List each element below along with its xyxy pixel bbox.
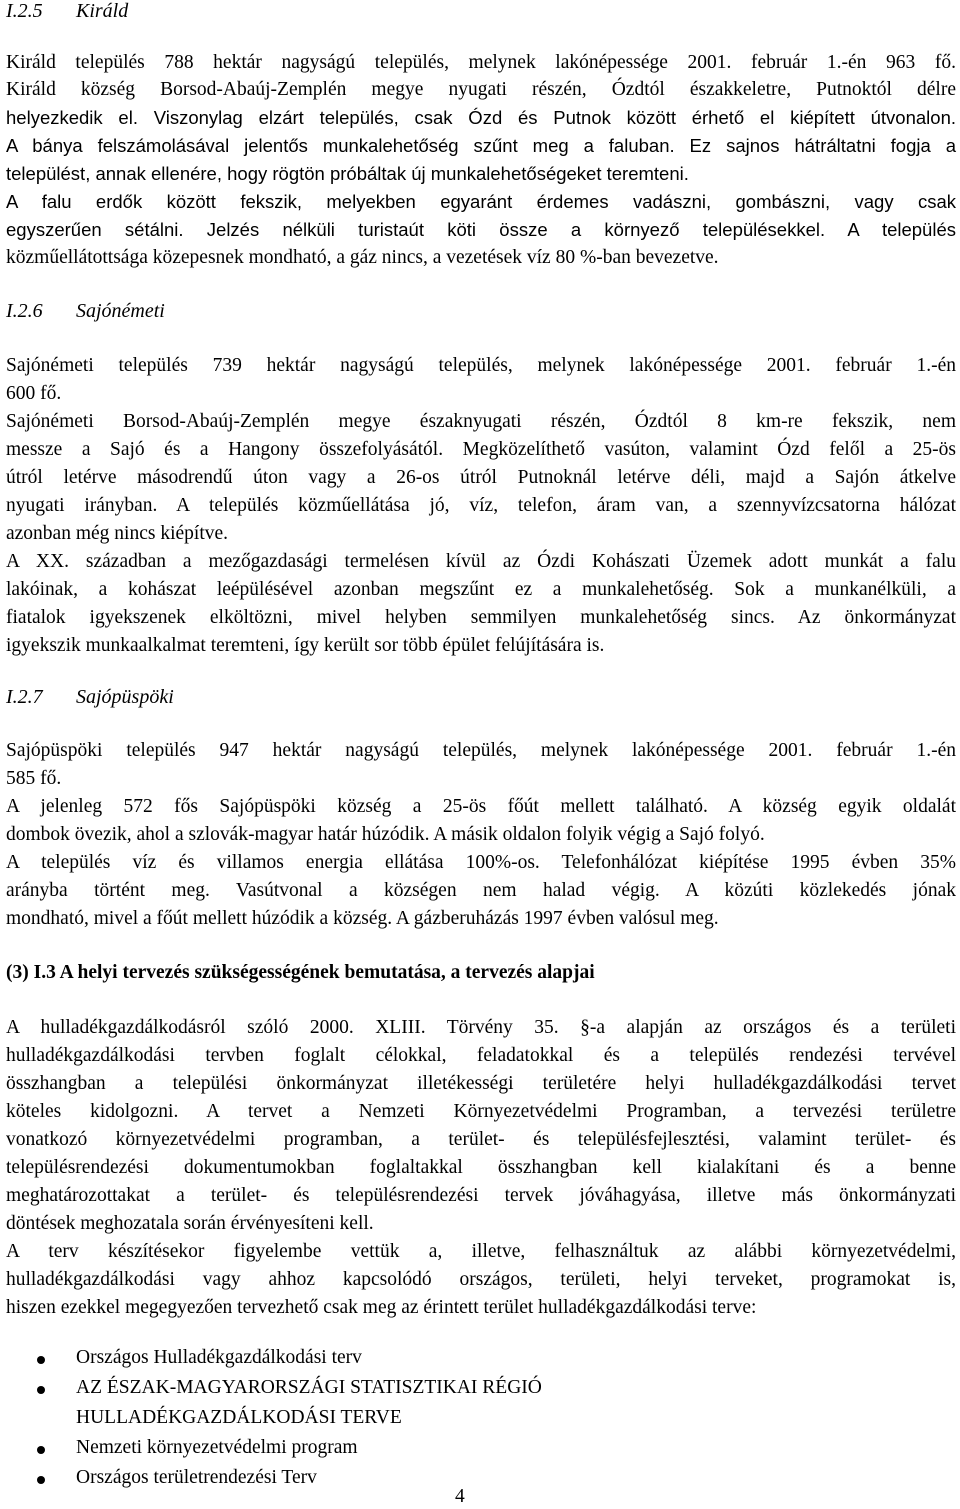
paragraph-line: hulladékgazdálkodási tervben foglalt célokkal, feladatokkal és a település rendezési tervével [6,1045,956,1066]
paragraph-line: A XX. században a mezőgazdasági termelésen kívül az Ózdi Kohászati Üzemek adott munkát a falu [6,551,956,572]
paragraph-line: Sajónémeti település 739 hektár nagyságú település, melynek lakónépessége 2001. február 1.-én [6,355,956,376]
paragraph-line: A falu erdők között fekszik, melyekben egyaránt érdemes vadászni, gombászni, vagy csak [6,191,956,212]
paragraph-line: közműellátottsága közepesnek mondható, a gáz nincs, a vezetések víz 80 %-ban bevezetve. [6,247,719,268]
paragraph-line: 585 fő. [6,768,62,789]
paragraph-line: vonatkozó környezetvédelmi programban, a terület- és településfejlesztési, valamint terület- és [6,1129,956,1150]
section-number: I.2.5 [6,0,43,22]
paragraph-line: lakóinak, a kohászat leépülésével azonban megszűnt ez a munkalehetőség. Sok a munkanélküli, a [6,579,956,600]
section-title: Királd [76,0,129,22]
bullet-icon [37,1446,45,1454]
bullet-icon [37,1356,45,1364]
list-item-text: Nemzeti környezetvédelmi program [76,1437,358,1458]
paragraph-line: Királd település 788 hektár nagyságú település, melynek lakónépessége 2001. február 1.-én 963 fő. [6,52,956,73]
paragraph-line: Királd község Borsod-Abaúj-Zemplén megye nyugati részén, Ózdtól északkeletre, Putnoktól délre [6,79,956,100]
paragraph-line: egyszerűen sétálni. Jelzés nélküli turistaút köti össze a környező településekkel. A település [6,219,956,240]
paragraph-line: azonban még nincs kiépítve. [6,523,229,544]
paragraph-line: Sajónémeti Borsod-Abaúj-Zemplén megye északnyugati részén, Ózdtól 8 km-re fekszik, nem [6,411,956,432]
list-item-text: Országos területrendezési Terv [76,1467,317,1488]
bullet-icon [37,1476,45,1484]
paragraph-line: döntések meghozatala során érvényesíteni kell. [6,1213,374,1234]
list-item [0,1377,542,1407]
section-number: I.2.6 [6,300,43,322]
plans-bullet-list [0,1347,542,1497]
section-title: Sajópüspöki [76,686,174,708]
list-item-text: Országos Hulladékgazdálkodási terv [76,1347,362,1368]
list-item-text: AZ ÉSZAK-MAGYARORSZÁGI STATISZTIKAI RÉGIÓ [76,1377,542,1398]
paragraph-line: igyekszik munkaalkalmat teremteni, így került sor több épület felújítására is. [6,635,605,656]
section-heading-sajopuspoki [6,686,174,709]
paragraph-line: nyugati irányban. A település közműellátása jó, víz, telefon, áram van, a szennyvízcsatorna hálózat [6,495,956,516]
list-item [0,1347,542,1377]
list-item [0,1407,542,1437]
paragraph-line: A település víz és villamos energia ellátása 100%-os. Telefonhálózat kiépítése 1995 évben 35% [6,852,956,873]
paragraph-line: köteles kidolgozni. A tervet a Nemzeti Környezetvédelmi Programban, a tervezési területre [6,1101,956,1122]
paragraph-line: hulladékgazdálkodási vagy ahhoz kapcsolódó országos, területi, helyi terveket, programokat is, [6,1269,956,1290]
list-item [0,1437,542,1467]
paragraph-line: arányba történt meg. Vasútvonal a községen nem halad végig. A közúti közlekedés jónak [6,880,956,901]
paragraph-line: útról letérve másodrendű úton vagy a 26-os útról Putnoknál letérve déli, majd a Sajón átkelve [6,467,956,488]
paragraph-line: településrendezési dokumentumokban foglaltakkal összhangban kell kialakítani és a benne [6,1157,956,1178]
paragraph-line: A terv készítésekor figyelembe vettük a, illetve, felhasználtuk az alábbi környezetvédelmi, [6,1241,956,1262]
list-item-text: HULLADÉKGAZDÁLKODÁSI TERVE [76,1407,402,1428]
paragraph-line: meghatározottakat a terület- és településrendezési tervek jóváhagyása, illetve más önkormányzati [6,1185,956,1206]
paragraph-line: A bánya felszámolásával jelentős munkalehetőség szűnt meg a faluban. Ez sajnos hátráltatni fogja a [6,135,956,156]
paragraph-line: A hulladékgazdálkodásról szóló 2000. XLIII. Törvény 35. §-a alapján az országos és a területi [6,1017,956,1038]
section-heading-kirald [6,0,128,23]
paragraph-line: A jelenleg 572 fős Sajópüspöki község a 25-ös főút mellett található. A község egyik oldalát [6,796,956,817]
paragraph-line: fiatalok igyekszenek elköltözni, mivel helyben semmilyen munkalehetőség sincs. Az önkormányzat [6,607,956,628]
paragraph-line: mondható, mivel a főút mellett húzódik a község. A gázberuházás 1997 évben valósul meg. [6,908,719,929]
paragraph-line: dombok övezik, ahol a szlovák-magyar határ húzódik. A másik oldalon folyik végig a Sajó folyó. [6,824,765,845]
bullet-icon [37,1386,45,1394]
section-heading-sajonemeti [6,300,165,323]
paragraph-line: 600 fő. [6,383,62,404]
section-title: Sajónémeti [76,300,165,322]
paragraph-line: Sajópüspöki település 947 hektár nagyságú település, melynek lakónépessége 2001. február 1.-én [6,740,956,761]
paragraph-line: messze a Sajó és a Hangony összefolyásától. Megközelíthető vasúton, valamint Ózd felől a 25-ös [6,439,956,460]
page-number: 4 [455,1486,465,1507]
paragraph-line: összhangban a települési önkormányzat illetékességi területére helyi hulladékgazdálkodási tervet [6,1073,956,1094]
paragraph-line: hiszen ezekkel megegyezően tervezhető csak meg az érintett terület hulladékgazdálkodási terve: [6,1297,757,1318]
section-number: I.2.7 [6,686,43,708]
paragraph-line: települést, annak ellenére, hogy rögtön próbáltak új munkalehetőségeket teremteni. [6,163,689,184]
section-heading-i3: (3) I.3 A helyi tervezés szükségességének bemutatása, a tervezés alapjai [6,962,595,983]
paragraph-line: helyezkedik el. Viszonylag elzárt település, csak Ózd és Putnok között érhető el kiépített útvonalon. [6,107,956,128]
